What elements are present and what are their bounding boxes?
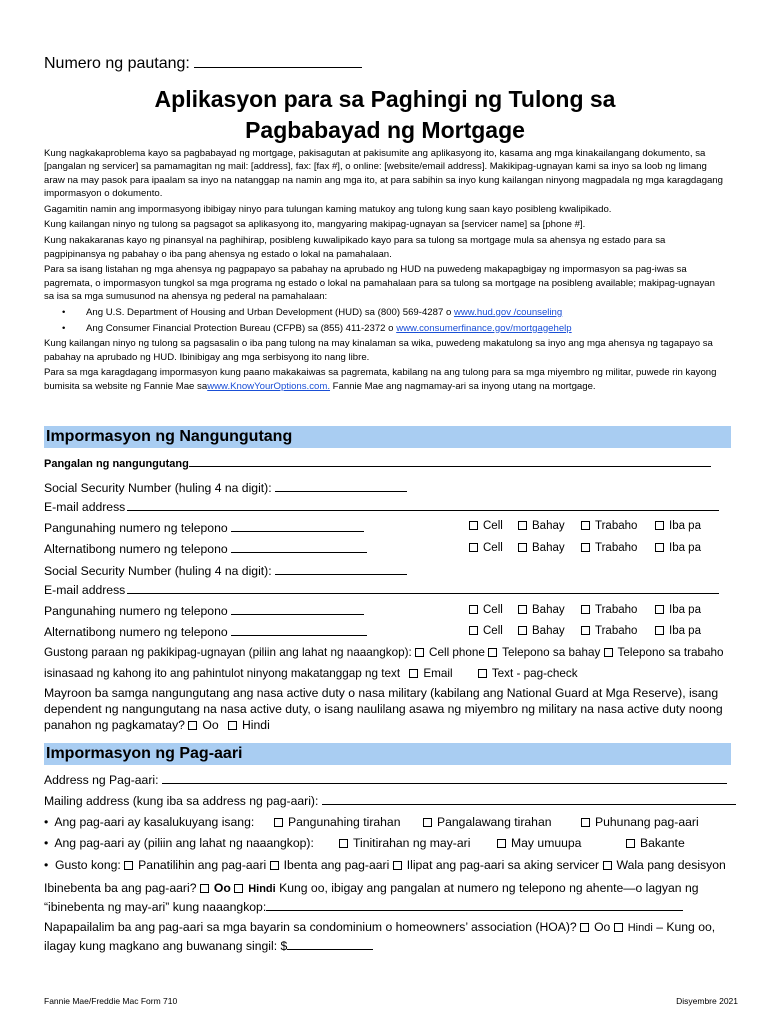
keep-property-option[interactable]: Panatilihin ang pag-aari — [124, 858, 266, 872]
phone1-cell-option[interactable]: Cell — [469, 520, 503, 532]
alt-phone-input-2[interactable] — [231, 624, 367, 636]
intro-p2: Gagamitin namin ang impormasyong ibibigay ninyo para tulungan kaming matukoy ang tulong kung saan kayo posibleng kwalipikado. — [44, 203, 612, 215]
bullet-hud: • Ang U.S. Department of Housing and Urban Development (HUD) sa (800) 569-4287 o www.hud.gov /counseling — [62, 306, 563, 318]
hoa-yes-option[interactable]: Oo — [580, 920, 610, 934]
text-check-option[interactable]: Text - pag-check — [478, 667, 578, 680]
checkbox[interactable] — [655, 626, 664, 635]
email-label: E-mail address — [44, 500, 126, 514]
email-row-1 — [44, 499, 719, 514]
checkbox[interactable] — [655, 521, 664, 530]
hoa-row: Napapailalim ba ang pag-aari sa mga bayarin sa condominium o homeowners’ association (HOA)? Oo Hindi – Kung oo, — [44, 920, 716, 934]
primary-phone-row-1 — [44, 520, 364, 535]
bullet-cfpb: • Ang Consumer Financial Protection Bureau (CFPB) sa (855) 411-2372 o www.consumerfinance.gov/mortgagehelp — [62, 322, 572, 334]
hud-link[interactable]: www.hud.gov /counseling — [453, 306, 563, 318]
undecided-option[interactable]: Wala pang desisyon — [603, 858, 726, 872]
checkbox[interactable] — [655, 543, 664, 552]
checkbox[interactable] — [200, 884, 209, 893]
intro-p4: Kung nakakaranas kayo ng pinansyal na paghihirap, posibleng kuwalipikado kayo para sa tulong sa mortgage mula sa ahensya ng estado para sa pagpipinansya ng pabahay o iba pang ahensya ng estado o lokal na pamahalaan. — [44, 235, 666, 260]
text-email-option[interactable]: Email — [409, 667, 452, 680]
phone2-cell-option[interactable]: Cell — [469, 542, 503, 554]
intro-p7: Para sa mga karagdagang impormasyon kung paano makakaiwas sa pagremata, kabilang na ang tulong para sa mga miyembro ng militar, puwede rin kayong bumisita sa website ng Fannie Mae sawww.KnowYourOptions.com. Fannie Mae ang nagmamay-ari sa inyong utang na mortgage. — [44, 367, 717, 392]
phone1-home-option[interactable]: Bahay — [518, 520, 565, 532]
checkbox[interactable] — [581, 818, 590, 827]
intro-p6: Kung kailangan ninyo ng tulong sa pagsasalin o iba pang tulong na may kinalaman sa wika, puwedeng makatulong sa inyo ang mga ahensya ng tagapayo sa pabahay na aprubado ng HUD. Ibinibigay ang mga serbisyong ito nang libre. — [44, 338, 713, 363]
hoa-amount-row — [44, 938, 373, 953]
alt-phone-row-2: Alternatibong numero ng telepono — [44, 624, 367, 639]
intent-row: • Gusto kong: Panatilihin ang pag-aari Ibenta ang pag-aari Ilipat ang pag-aari sa aking servicer Wala pang desisyon — [44, 858, 726, 872]
phone4-work-option[interactable]: Trabaho — [581, 625, 637, 637]
email-input-2[interactable] — [127, 582, 719, 594]
phone4-cell-option[interactable]: Cell — [469, 625, 503, 637]
alt-phone-row-1 — [44, 541, 367, 556]
mailing-address-row — [44, 793, 736, 808]
sell-property-option[interactable]: Ibenta ang pag-aari — [270, 858, 390, 872]
second-home-option[interactable]: Pangalawang tirahan — [423, 815, 552, 829]
intro-p1: Kung nagkakaproblema kayo sa pagbabayad ng mortgage, pakisagutan at pakisumite ang aplikasyong ito, kasama ang mga kinakailangang dokumento, sa [pangalan ng servicer] sa pamamagitan ng mail: [address], fax: [fax #], o online: [website/email address]. Makikipag-ugnayan kami sa inyo sa loob ng limang araw na may pasok para ipaalam sa inyo na natanggap na namin ang mga ito, at para sabihin sa inyo kung kailangan ninyong magpadala ng mga karagdagang impormasyon o dokumento. — [44, 148, 723, 199]
ssn-row-1 — [44, 480, 407, 495]
checkbox[interactable] — [604, 648, 613, 657]
form-number: Fannie Mae/Freddie Mac Form 710 — [44, 996, 178, 1006]
page-title-line2: Pagbabayad ng Mortgage — [245, 117, 525, 143]
loan-number-field[interactable] — [44, 52, 362, 73]
owner-occupied-option[interactable]: Tinitirahan ng may-ari — [339, 836, 470, 850]
loan-number-line[interactable] — [194, 52, 362, 68]
checkbox[interactable] — [626, 839, 635, 848]
contact-pref-row — [44, 646, 723, 659]
mailing-address-label: Mailing address (kung iba sa address ng pag-aari): — [44, 794, 319, 808]
checkbox[interactable] — [497, 839, 506, 848]
checkbox[interactable] — [339, 839, 348, 848]
contact-home-option[interactable]: Telepono sa bahay — [488, 646, 600, 659]
intro-p5: Para sa isang listahan ng mga ahensya ng pagpapayo sa pabahay na aprubado ng HUD na puwedeng makapagbigay ng impormasyon sa pag-iwas sa pagremata, o impormasyon tungkol sa mga programa ng estado o lokal na pamahalaan para sa tulong sa mortgage na posibleng available; makipag-ugnayan sa isa sa mga sumusunod na ahensya ng pederal na pamahalaan: — [44, 264, 715, 302]
checkbox[interactable] — [655, 605, 664, 614]
borrower-section-heading: Impormasyon ng Nangungutang — [44, 426, 731, 448]
investment-property-option[interactable]: Puhunang pag-aari — [581, 815, 699, 829]
ssn-row-2: Social Security Number (huling 4 na digit): — [44, 563, 407, 578]
primary-residence-option[interactable]: Pangunahing tirahan — [274, 815, 401, 829]
for-sale-question: Ibinebenta ba ang pag-aari? — [44, 881, 197, 895]
agent-input[interactable] — [266, 899, 683, 911]
agent-label: “ibinebenta ng may-ari” kung naaangkop: — [44, 900, 267, 914]
borrower-name-label: Pangalan ng nangungutang — [44, 458, 189, 470]
phone4-other-option[interactable]: Iba pa — [655, 625, 701, 637]
phone4-home-option[interactable]: Bahay — [518, 625, 565, 637]
transfer-property-option[interactable]: Ilipat ang pag-aari sa aking servicer — [393, 858, 599, 872]
military-no-option[interactable]: Hindi — [228, 718, 270, 732]
phone3-other-option[interactable]: Iba pa — [655, 604, 701, 616]
knowyouroptions-link[interactable]: www.KnowYourOptions.com. — [207, 380, 331, 392]
phone1-work-option[interactable]: Trabaho — [581, 520, 637, 532]
loan-number-label: Numero ng pautang: — [44, 55, 190, 72]
hoa-amount-label: ilagay kung magkano ang buwanang singil: $ — [44, 939, 288, 953]
military-yes-option[interactable]: Oo — [188, 718, 218, 732]
intro-p3: Kung kailangan ninyo ng tulong sa pagsagot sa aplikasyong ito, mangyaring makipag-ugnayan sa [servicer name] sa [phone #]. — [44, 219, 586, 231]
phone3-work-option[interactable]: Trabaho — [581, 604, 637, 616]
primary-phone-row-2: Pangunahing numero ng telepono — [44, 603, 364, 618]
phone1-other-option[interactable]: Iba pa — [655, 520, 701, 532]
for-sale-yes-option[interactable]: Oo — [200, 881, 231, 895]
phone2-other-option[interactable]: Iba pa — [655, 542, 701, 554]
borrower-name-input[interactable] — [189, 455, 711, 467]
checkbox[interactable] — [469, 605, 478, 614]
checkbox[interactable] — [415, 648, 424, 657]
email-input-1[interactable] — [127, 499, 719, 511]
checkbox[interactable] — [469, 521, 478, 530]
vacant-option[interactable]: Bakante — [626, 836, 685, 850]
primary-phone-input-2[interactable] — [231, 603, 364, 615]
checkbox[interactable] — [518, 543, 527, 552]
ssn-label: Social Security Number (huling 4 na digit): — [44, 481, 272, 495]
page-title-line1: Aplikasyon para sa Paghingi ng Tulong sa — [154, 86, 616, 112]
contact-pref-label: Gustong paraan ng pakikipag-ugnayan (piliin ang lahat ng naaangkop): — [44, 646, 412, 659]
checkbox[interactable] — [581, 543, 590, 552]
hoa-amount-input[interactable] — [287, 938, 373, 950]
property-is-label: Ang pag-aari ay (piliin ang lahat ng naaangkop): — [54, 836, 314, 850]
military-question: Mayroon ba samga nangungutang ang nasa active duty o nasa military (kabilang ang National Guard at Mga Reserve), isang dependent ng nangungutang na nasa active duty, o isang naulilang asawa ng miyembro ng military na nasa active duty noong panahon ng pagkamatay? Oo Hindi — [44, 686, 723, 732]
hoa-question: Napapailalim ba ang pag-aari sa mga bayarin sa condominium o homeowners’ association (HOA)? — [44, 920, 577, 934]
email-row-2: E-mail address — [44, 582, 719, 597]
phone3-home-option[interactable]: Bahay — [518, 604, 565, 616]
phone3-cell-option[interactable]: Cell — [469, 604, 503, 616]
alt-phone-label: Alternatibong numero ng telepono — [44, 542, 228, 556]
alt-phone-input-1[interactable] — [231, 541, 367, 553]
for-sale-row: Ibinebenta ba ang pag-aari? Oo Hindi Kung oo, ibigay ang pangalan at numero ng telepono ng ahente—o lagyan ng — [44, 881, 699, 895]
cfpb-link[interactable]: www.consumerfinance.gov/mortgagehelp — [396, 322, 572, 334]
checkbox[interactable] — [581, 626, 590, 635]
hoa-no-option[interactable]: Hindi — [614, 922, 653, 934]
primary-phone-label: Pangunahing numero ng telepono — [44, 521, 228, 535]
ssn-input-1[interactable] — [275, 480, 407, 492]
property-section-heading: Impormasyon ng Pag-aari — [44, 743, 731, 765]
ssn-input-2[interactable] — [275, 563, 407, 575]
checkbox[interactable] — [518, 626, 527, 635]
text-consent-row — [44, 667, 578, 680]
intent-label: Gusto kong: — [55, 858, 121, 872]
checkbox[interactable] — [488, 648, 497, 657]
contact-work-option[interactable]: Telepono sa trabaho — [604, 646, 724, 659]
checkbox[interactable] — [393, 861, 402, 870]
checkbox[interactable] — [124, 861, 133, 870]
form-date: Disyembre 2021 — [676, 996, 738, 1006]
checkbox[interactable] — [423, 818, 432, 827]
checkbox[interactable] — [580, 923, 589, 932]
text-consent-label: isinasaad ng kahong ito ang pahintulot ninyong makatanggap ng text — [44, 667, 401, 680]
property-is-row: • Ang pag-aari ay (piliin ang lahat ng naaangkop): — [44, 836, 314, 850]
property-address-row — [44, 772, 727, 787]
checkbox[interactable] — [228, 721, 237, 730]
mailing-address-input[interactable] — [322, 793, 736, 805]
checkbox[interactable] — [469, 543, 478, 552]
checkbox[interactable] — [614, 923, 623, 932]
current-use-row: • Ang pag-aari ay kasalukuyang isang: — [44, 815, 255, 829]
checkbox[interactable] — [188, 721, 197, 730]
intro-text — [44, 147, 724, 396]
checkbox[interactable] — [234, 884, 243, 893]
contact-cell-option[interactable]: Cell phone — [415, 646, 485, 659]
phone2-work-option[interactable]: Trabaho — [581, 542, 637, 554]
checkbox[interactable] — [518, 521, 527, 530]
checkbox[interactable] — [478, 669, 487, 678]
checkbox[interactable] — [469, 626, 478, 635]
current-use-label: Ang pag-aari ay kasalukuyang isang: — [54, 815, 255, 829]
checkbox[interactable] — [581, 605, 590, 614]
checkbox[interactable] — [270, 861, 279, 870]
phone2-home-option[interactable]: Bahay — [518, 542, 565, 554]
checkbox[interactable] — [581, 521, 590, 530]
checkbox[interactable] — [409, 669, 418, 678]
property-address-label: Address ng Pag-aari: — [44, 773, 159, 787]
checkbox[interactable] — [518, 605, 527, 614]
checkbox[interactable] — [274, 818, 283, 827]
checkbox[interactable] — [603, 861, 612, 870]
renter-occupied-option[interactable]: May umuupa — [497, 836, 581, 850]
agent-row — [44, 899, 683, 914]
for-sale-no-option[interactable]: Hindi — [234, 883, 276, 895]
property-address-input[interactable] — [162, 772, 727, 784]
borrower-name-row — [44, 455, 711, 470]
primary-phone-input-1[interactable] — [231, 520, 364, 532]
